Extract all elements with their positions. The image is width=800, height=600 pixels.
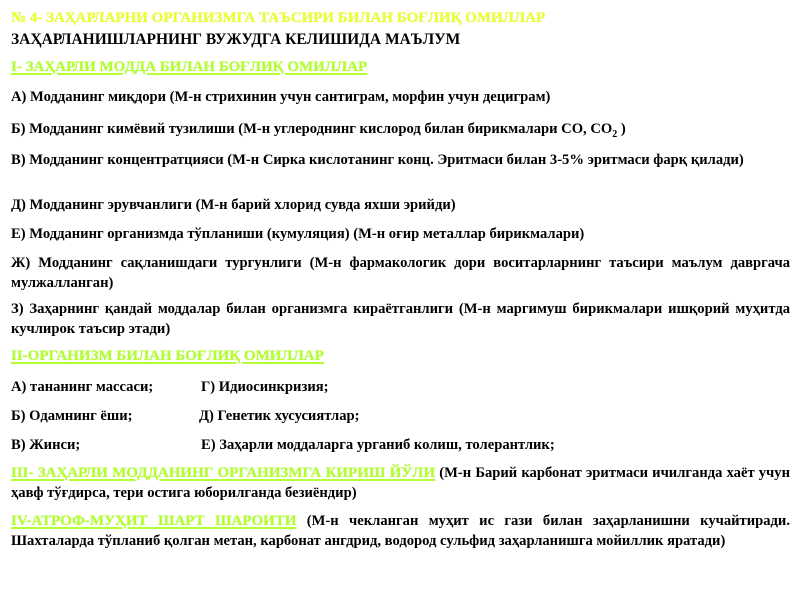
section-heading-substance: I- ЗАҲАРЛИ МОДДА БИЛАН БОҒЛИҚ ОМИЛЛАР [11, 59, 368, 75]
list-item-closing: ) [617, 121, 626, 137]
section-text: (М-н чекланган муҳит ис гази билан заҳарланишни кучайтиради. Шахталарда тўпланиб қолган метан, карбонат ангдрид, водород сульфид заҳарланишга мойиллик яратади) [11, 513, 790, 549]
subscript: 2 [612, 128, 618, 140]
section-heading-environment: IV-АТРОФ-МУҲИТ ШАРТ ШАРОИТИ [11, 513, 297, 529]
list-item: З) Заҳарнинг қандай моддалар билан организмга кираётганлиги (М-н маргимуш бирикмалари ишқорий муҳитда кучлирок таъсир этади) [11, 301, 790, 337]
list-item: Д) Модданинг эрувчанлиги (М-н барий хлорид сувда яхши эрийди) [11, 197, 456, 213]
list-item [11, 119, 791, 145]
factor-left: В) Жинси; [11, 437, 81, 453]
section-environment [11, 511, 790, 551]
factor-left: А) тананинг массаси; [11, 379, 154, 395]
section-heading-organism: II-ОРГАНИЗМ БИЛАН БОҒЛИҚ ОМИЛЛАР [11, 348, 324, 364]
slide-subtitle: ЗАҲАРЛАНИШЛАРНИНГ ВУЖУДГА КЕЛИШИДА МАЪЛУМ [11, 31, 461, 48]
section-entry-route [11, 463, 790, 503]
list-item: В) Модданинг концентратцияси (М-н Сирка кислотанинг конц. Эритмаси билан 3-5% эритмаси фарқ қилади) [11, 152, 744, 168]
factor-left: Б) Одамнинг ёши; [11, 408, 133, 424]
section-heading-entry-route: III- ЗАҲАРЛИ МОДДАНИНГ ОРГАНИЗМГА КИРИШ ЙЎЛИ [11, 465, 436, 481]
list-item: Е) Модданинг организмда тўпланиши (кумуляция) (М-н оғир металлар бирикмалари) [11, 226, 585, 242]
list-item: А) Модданинг миқдори (М-н стрихинин учун сантиграм, морфин учун дециграм) [11, 89, 551, 105]
section-text: (М-н Барий карбонат эритмаси ичилганда хаёт учун ҳавф тўғдирса, тери остига юборилганда безиёндир) [11, 465, 790, 501]
list-item-text: Б) Модданинг кимёвий тузилиши (М-н углероднинг кислород билан бирикмалари CO, CO [11, 121, 613, 137]
list-item: Ж) Модданинг сақланишдаги тургунлиги (М-н фармакологик дори воситарларнинг таъсири маълум давргача мулжалланган) [11, 255, 790, 291]
factor-right: Г) Идиосинкризия; [201, 379, 329, 395]
slide-title: № 4- ЗАҲАРЛАРНИ ОРГАНИЗМГА ТАЪСИРИ БИЛАН БОҒЛИҚ ОМИЛЛАР [11, 10, 546, 26]
factor-right: Д) Генетик хусусиятлар; [199, 408, 360, 424]
factor-right: Е) Заҳарли моддаларга урганиб колиш, толерантлик; [201, 437, 555, 453]
